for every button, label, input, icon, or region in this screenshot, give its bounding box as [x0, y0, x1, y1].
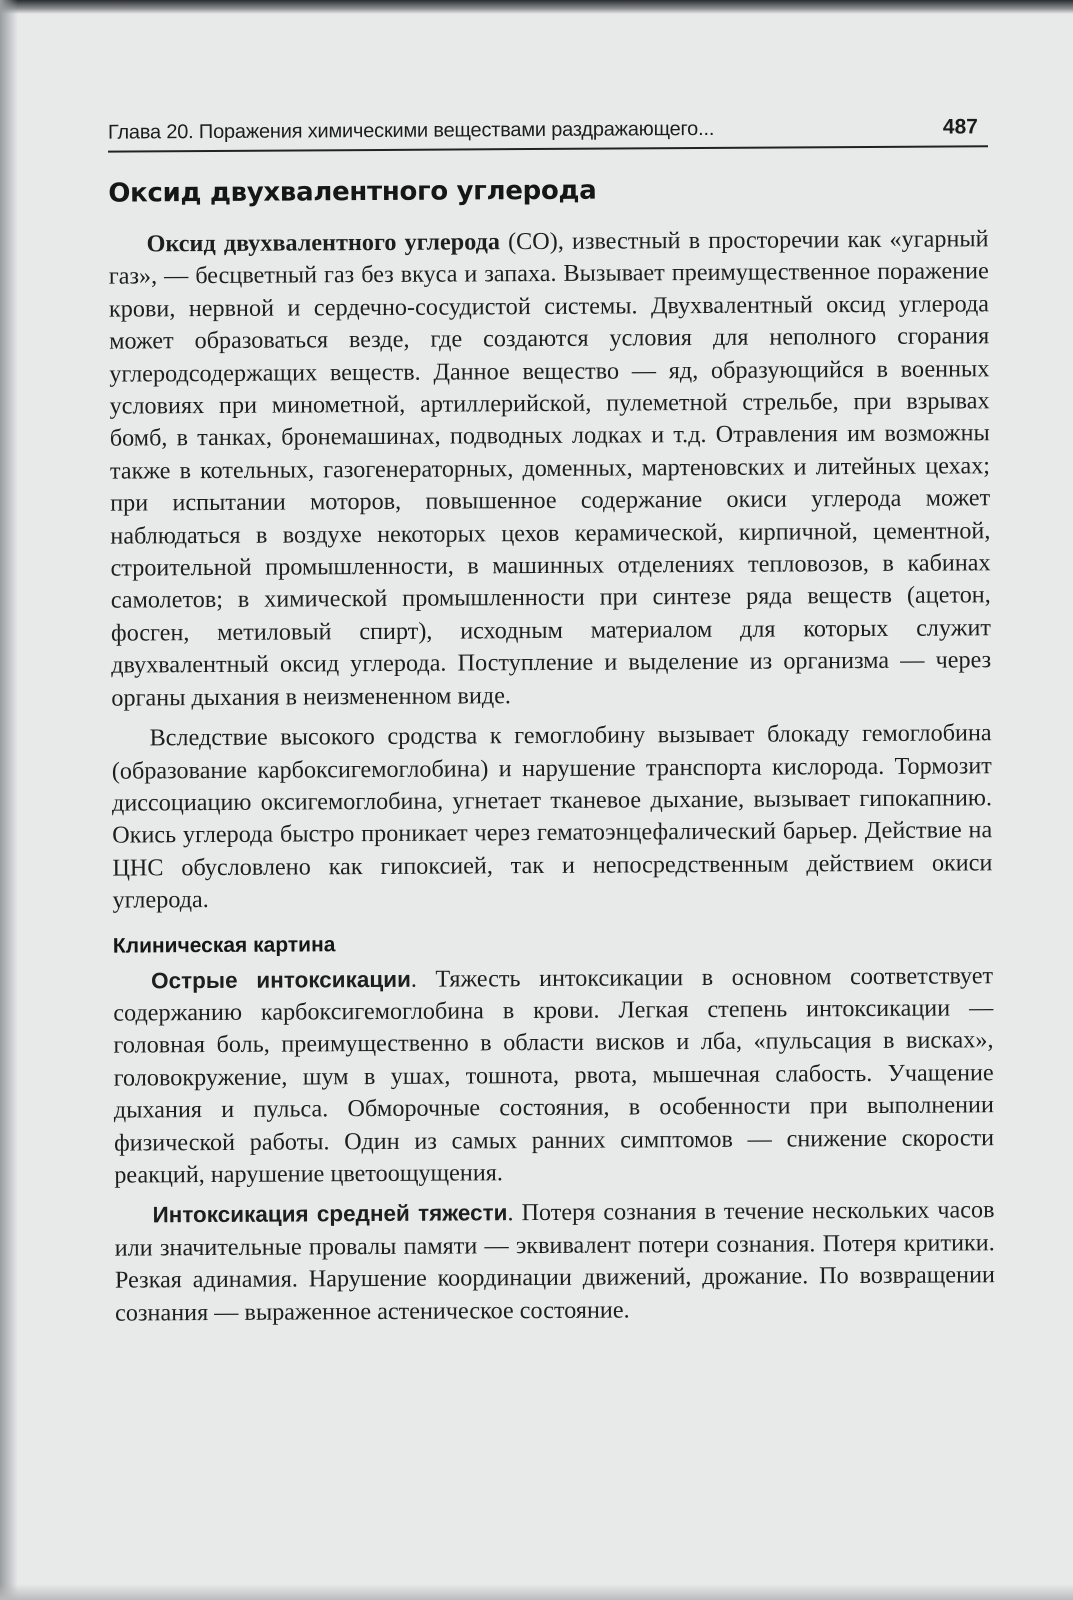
subsection-title: Клиническая картина: [112, 932, 336, 958]
paragraph-acute: [113, 960, 994, 1192]
paragraph-mechanism: Вследствие высокого сродства к гемоглобину вызывает блокаду гемоглобина (образование карбоксигемоглобина) и нарушение транспорта кислорода. Тормозит диссоциацию оксигемоглобина, угнетает тканевое дыхание, вызывает гипокапнию. Окись углерода быстро проникает через гематоэнцефалический барьер. Действие на ЦНС обусловлено как гипоксией, так и непосредственным действием окиси углерода.: [111, 719, 993, 914]
running-title: Глава 20. Поражения химическими веществами раздражающего...: [107, 117, 715, 144]
paragraph-moderate-text: . Потеря сознания в течение нескольких часов или значительные провалы памяти — эквивалент потери сознания. Потеря критики. Резкая адинамия. Нарушение координации движений, дрожание. По возвращении сознания — выраженное астеническое состояние.: [114, 1196, 995, 1327]
paragraph-intro-text: (CO), известный в просторечии как «угарный газ», — бесцветный газ без вкуса и запаха. Вызывает преимущественное поражение крови, нервной и сердечно-сосудистой системы. Двухвалентный оксид углерода может образоваться везде, где создаются условия для неполного сгорания углеродсодержащих веществ. Данное вещество — яд, образующийся в военных условиях при минометной, артиллерийской, пулеметной стрельбе, при взрывах бомб, в танках, бронемашинах, подводных лодках и т.д. Отравления им возможны также в котельных, газогенераторных, доменных, мартеновских и литейных цехах; при испытании моторов, повышенное содержание окиси углерода может наблюдаться в воздухе некоторых цехов керамической, кирпичной, цементной, строительной промышленности, в машинных отделениях тепловозов, в кабинах самолетов; в химической промышленности при синтезе ряда веществ (ацетон, фосген, метиловый спирт), исходным материалом для которых служит двухвалентный оксид углерода. Поступление и выделение из организма — через органы дыхания в неизмененном виде.: [108, 225, 992, 712]
running-header: [108, 109, 988, 152]
page-number: 487: [942, 115, 978, 139]
paragraph-acute-term: Острые интоксикации: [151, 966, 411, 993]
paragraph-acute-text: . Тяжесть интоксикации в основном соответствует содержанию карбоксигемоглобина в крови. Легкая степень интоксикации — головная боль, преимущественно в области висков и лба, «пульсация в висках», головокружение, шум в ушах, тошнота, рвота, мышечная слабость. Учащение дыхания и пульса. Обморочные состояния, в особенности при выполнении физической работы. Один из самых ранних симптомов — снижение скорости реакций, нарушение цветоощущения.: [113, 961, 995, 1189]
paragraph-moderate-term: Интоксикация средней тяжести: [152, 1200, 508, 1228]
paragraph-intro-term: Оксид двухвалентного углерода: [146, 228, 501, 258]
section-title: Оксид двухвалентного углерода: [108, 175, 597, 209]
body-text: [109, 223, 996, 1329]
paragraph-intro: [109, 223, 992, 714]
paragraph-moderate: [114, 1195, 995, 1330]
